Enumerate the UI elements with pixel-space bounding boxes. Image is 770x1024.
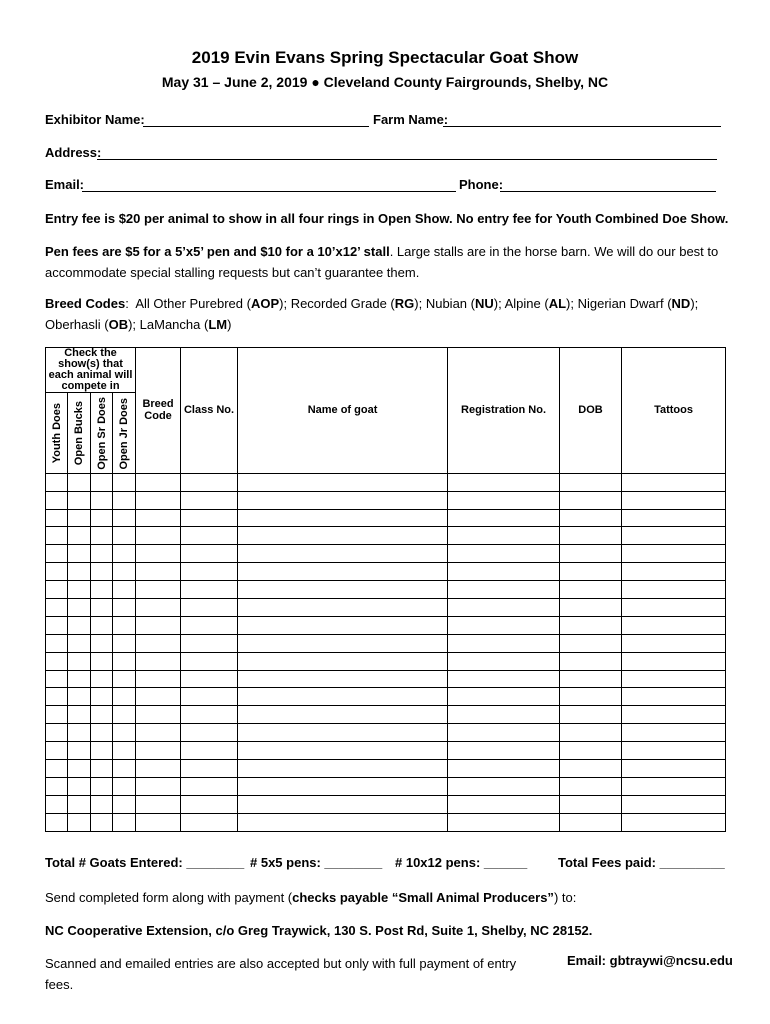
send-instructions: Send completed form along with payment (checks payable “Small Animal Producers”) to: xyxy=(45,890,577,905)
entry-cell[interactable] xyxy=(622,813,726,831)
entry-cell[interactable] xyxy=(560,616,622,634)
entry-cell[interactable] xyxy=(448,670,560,688)
table-row xyxy=(46,777,726,795)
entry-cell[interactable] xyxy=(560,563,622,581)
mailing-address: NC Cooperative Extension, c/o Greg Traywick, 130 S. Post Rd, Suite 1, Shelby, NC 28152. xyxy=(45,923,593,938)
table-row xyxy=(46,742,726,760)
show-checkbox-cell[interactable] xyxy=(68,527,91,545)
entry-cell[interactable] xyxy=(238,813,448,831)
entry-cell[interactable] xyxy=(622,473,726,491)
entry-cell[interactable] xyxy=(560,491,622,509)
show-checkbox-cell[interactable] xyxy=(46,724,68,742)
entry-cell[interactable] xyxy=(448,509,560,527)
show-checkbox-cell[interactable] xyxy=(68,777,91,795)
entry-cell[interactable] xyxy=(238,742,448,760)
show-checkbox-cell[interactable] xyxy=(46,581,68,599)
entry-cell[interactable] xyxy=(560,509,622,527)
show-checkbox-cell[interactable] xyxy=(113,688,136,706)
entry-cell[interactable] xyxy=(181,813,238,831)
table-row xyxy=(46,688,726,706)
show-checkbox-cell[interactable] xyxy=(68,760,91,778)
entry-cell[interactable] xyxy=(181,688,238,706)
breed-code: AL xyxy=(548,296,567,311)
table-row xyxy=(46,670,726,688)
contact-email[interactable]: Email: gbtraywi@ncsu.edu xyxy=(567,953,733,968)
entry-cell[interactable] xyxy=(560,742,622,760)
show-checkbox-cell[interactable] xyxy=(46,813,68,831)
show-checkbox-cell[interactable] xyxy=(113,634,136,652)
show-checkbox-cell[interactable] xyxy=(46,509,68,527)
class-no-header: Class No. xyxy=(181,348,238,474)
entry-cell[interactable] xyxy=(622,742,726,760)
pen-fee-bold: Pen fees are $5 for a 5’x5’ pen and $10 for a 10’x12’ stall xyxy=(45,244,390,259)
entry-cell[interactable] xyxy=(622,491,726,509)
show-checkbox-cell[interactable] xyxy=(113,473,136,491)
show-checkbox-cell[interactable] xyxy=(68,634,91,652)
show-checkbox-cell[interactable] xyxy=(91,509,113,527)
entry-cell[interactable] xyxy=(181,598,238,616)
show-checkbox-cell[interactable] xyxy=(68,563,91,581)
show-checkbox-cell[interactable] xyxy=(68,706,91,724)
entry-cell[interactable] xyxy=(238,616,448,634)
entry-cell[interactable] xyxy=(448,706,560,724)
entry-cell[interactable] xyxy=(136,616,181,634)
show-checkbox-cell[interactable] xyxy=(46,527,68,545)
entry-cell[interactable] xyxy=(622,634,726,652)
entry-cell[interactable] xyxy=(622,795,726,813)
entry-cell[interactable] xyxy=(136,473,181,491)
show-checkbox-cell[interactable] xyxy=(46,688,68,706)
phone-label: Phone: xyxy=(459,177,504,192)
entry-cell[interactable] xyxy=(181,760,238,778)
table-row xyxy=(46,491,726,509)
show-checkbox-cell[interactable] xyxy=(68,813,91,831)
table-row xyxy=(46,527,726,545)
entry-cell[interactable] xyxy=(448,473,560,491)
pens-5x5-field[interactable]: # 5x5 pens: ________ xyxy=(250,855,383,870)
address-row xyxy=(45,145,725,163)
entry-cell[interactable] xyxy=(560,724,622,742)
table-row xyxy=(46,760,726,778)
show-checkbox-cell[interactable] xyxy=(91,795,113,813)
show-checkbox-cell[interactable] xyxy=(46,545,68,563)
entry-cell[interactable] xyxy=(136,545,181,563)
farm-name-field[interactable] xyxy=(443,112,721,127)
entry-cell[interactable] xyxy=(622,688,726,706)
show-checkbox-cell[interactable] xyxy=(113,598,136,616)
breed-name: Oberhasli xyxy=(45,317,101,332)
entry-cell[interactable] xyxy=(622,509,726,527)
show-checkbox-cell[interactable] xyxy=(68,724,91,742)
entry-cell[interactable] xyxy=(136,652,181,670)
entry-cell[interactable] xyxy=(181,634,238,652)
entry-cell[interactable] xyxy=(560,760,622,778)
entry-cell[interactable] xyxy=(136,670,181,688)
entry-cell[interactable] xyxy=(238,581,448,599)
event-subtitle: May 31 – June 2, 2019 ● Cleveland County Fairgrounds, Shelby, NC xyxy=(161,74,609,90)
show-checkbox-cell[interactable] xyxy=(68,742,91,760)
entry-cell[interactable] xyxy=(560,545,622,563)
registration-header: Registration No. xyxy=(448,348,560,474)
show-checkbox-cell[interactable] xyxy=(46,598,68,616)
entry-cell[interactable] xyxy=(136,795,181,813)
show-checkbox-cell[interactable] xyxy=(113,563,136,581)
entry-cell[interactable] xyxy=(560,795,622,813)
entry-cell[interactable] xyxy=(238,545,448,563)
entry-cell[interactable] xyxy=(238,527,448,545)
entry-cell[interactable] xyxy=(181,652,238,670)
entry-cell[interactable] xyxy=(622,724,726,742)
entry-cell[interactable] xyxy=(136,563,181,581)
table-row xyxy=(46,616,726,634)
show-checkbox-cell[interactable] xyxy=(68,670,91,688)
entry-cell[interactable] xyxy=(448,598,560,616)
show-checkbox-cell[interactable] xyxy=(68,509,91,527)
entry-cell[interactable] xyxy=(448,563,560,581)
show-checkbox-cell[interactable] xyxy=(113,545,136,563)
breed-code: OB xyxy=(108,317,129,332)
show-checkbox-cell[interactable] xyxy=(91,581,113,599)
total-goats-field[interactable]: Total # Goats Entered: ________ xyxy=(45,855,245,870)
entry-cell[interactable] xyxy=(622,670,726,688)
dob-header: DOB xyxy=(560,348,622,474)
table-row xyxy=(46,795,726,813)
show-checkbox-cell[interactable] xyxy=(68,545,91,563)
table-row xyxy=(46,563,726,581)
open-bucks-header: Open Bucks xyxy=(68,393,91,474)
entry-cell[interactable] xyxy=(238,795,448,813)
show-checkbox-cell[interactable] xyxy=(68,598,91,616)
entry-cell[interactable] xyxy=(448,616,560,634)
breed-codes: Breed Codes: All Other Purebred (AOP); Recorded Grade (RG); Nubian (NU); Alpine (AL); Nigerian Dwarf (ND); Oberhasli (OB); LaMancha (LM) xyxy=(45,296,699,332)
entry-cell[interactable] xyxy=(136,777,181,795)
table-row xyxy=(46,473,726,491)
entry-cell[interactable] xyxy=(448,688,560,706)
breed-name: LaMancha xyxy=(139,317,201,332)
show-checkbox-cell[interactable] xyxy=(113,581,136,599)
entry-table xyxy=(45,347,726,832)
entry-cell[interactable] xyxy=(560,777,622,795)
show-checkbox-cell[interactable] xyxy=(68,581,91,599)
entry-cell[interactable] xyxy=(560,688,622,706)
totals-row xyxy=(45,855,735,873)
entry-cell[interactable] xyxy=(136,491,181,509)
show-checkbox-cell[interactable] xyxy=(113,491,136,509)
show-checkbox-cell[interactable] xyxy=(46,634,68,652)
show-checkbox-cell[interactable] xyxy=(91,813,113,831)
entry-cell[interactable] xyxy=(181,777,238,795)
exhibitor-name-field[interactable] xyxy=(143,112,369,127)
entry-cell[interactable] xyxy=(238,473,448,491)
entry-cell[interactable] xyxy=(136,688,181,706)
pen-fee-rest: . Large stalls are in the horse barn. We will do our best to accommodate special stalling requests but can’t guarantee them. xyxy=(45,244,719,280)
entry-cell[interactable] xyxy=(136,706,181,724)
show-checkbox-cell[interactable] xyxy=(68,473,91,491)
show-checkbox-cell[interactable] xyxy=(46,742,68,760)
show-checkbox-cell[interactable] xyxy=(68,795,91,813)
open-jr-does-header: Open Jr Does xyxy=(113,393,136,474)
table-row xyxy=(46,545,726,563)
breed-code: RG xyxy=(394,296,415,311)
check-shows-header: Check the show(s) that each animal will compete in xyxy=(46,348,136,393)
entry-cell[interactable] xyxy=(448,795,560,813)
entry-cell[interactable] xyxy=(560,652,622,670)
entry-cell[interactable] xyxy=(560,813,622,831)
show-checkbox-cell[interactable] xyxy=(113,795,136,813)
entry-cell[interactable] xyxy=(622,527,726,545)
entry-cell[interactable] xyxy=(448,491,560,509)
entry-cell[interactable] xyxy=(181,795,238,813)
show-checkbox-cell[interactable] xyxy=(91,616,113,634)
show-checkbox-cell[interactable] xyxy=(46,473,68,491)
show-checkbox-cell[interactable] xyxy=(91,777,113,795)
breed-name: Recorded Grade xyxy=(290,296,387,311)
entry-cell[interactable] xyxy=(560,598,622,616)
show-checkbox-cell[interactable] xyxy=(113,509,136,527)
show-checkbox-cell[interactable] xyxy=(91,652,113,670)
pens-10x12-field[interactable]: # 10x12 pens: ______ xyxy=(395,855,528,870)
scanned-note: Scanned and emailed entries are also accepted but only with full payment of entry fees. xyxy=(45,956,517,992)
entry-cell[interactable] xyxy=(136,509,181,527)
show-checkbox-cell[interactable] xyxy=(91,724,113,742)
entry-cell[interactable] xyxy=(238,509,448,527)
show-checkbox-cell[interactable] xyxy=(91,670,113,688)
show-checkbox-cell[interactable] xyxy=(68,491,91,509)
entry-cell[interactable] xyxy=(136,634,181,652)
entry-cell[interactable] xyxy=(448,760,560,778)
entry-cell[interactable] xyxy=(181,509,238,527)
show-checkbox-cell[interactable] xyxy=(91,634,113,652)
entry-cell[interactable] xyxy=(448,813,560,831)
breed-code: NU xyxy=(474,296,494,311)
entry-cell[interactable] xyxy=(238,688,448,706)
entry-cell[interactable] xyxy=(238,760,448,778)
entry-cell[interactable] xyxy=(560,527,622,545)
breed-name: Alpine xyxy=(504,296,541,311)
breed-code: LM xyxy=(208,317,228,332)
total-fees-field[interactable]: Total Fees paid: _________ xyxy=(558,855,725,870)
entry-cell[interactable] xyxy=(181,491,238,509)
show-checkbox-cell[interactable] xyxy=(46,616,68,634)
breed-name: Nigerian Dwarf xyxy=(577,296,664,311)
entry-cell[interactable] xyxy=(136,724,181,742)
table-row xyxy=(46,652,726,670)
entry-cell[interactable] xyxy=(181,670,238,688)
entry-cell[interactable] xyxy=(448,581,560,599)
open-sr-does-header: Open Sr Does xyxy=(91,393,113,474)
address-field[interactable] xyxy=(97,145,717,160)
show-checkbox-cell[interactable] xyxy=(113,813,136,831)
entry-cell[interactable] xyxy=(181,545,238,563)
entry-cell[interactable] xyxy=(622,545,726,563)
entry-cell[interactable] xyxy=(622,706,726,724)
table-row xyxy=(46,706,726,724)
entry-cell[interactable] xyxy=(448,777,560,795)
pen-fee-note xyxy=(45,241,735,283)
show-checkbox-cell[interactable] xyxy=(113,760,136,778)
show-checkbox-cell[interactable] xyxy=(91,706,113,724)
breed-code: ND xyxy=(671,296,691,311)
entry-cell[interactable] xyxy=(238,724,448,742)
entry-cell[interactable] xyxy=(238,634,448,652)
entry-cell[interactable] xyxy=(622,581,726,599)
entry-cell[interactable] xyxy=(136,527,181,545)
table-row xyxy=(46,634,726,652)
email-label: Email: xyxy=(45,177,85,192)
show-checkbox-cell[interactable] xyxy=(46,670,68,688)
entry-cell[interactable] xyxy=(560,634,622,652)
show-checkbox-cell[interactable] xyxy=(113,616,136,634)
entry-cell[interactable] xyxy=(136,742,181,760)
entry-cell[interactable] xyxy=(560,581,622,599)
entry-cell[interactable] xyxy=(560,473,622,491)
show-checkbox-cell[interactable] xyxy=(46,491,68,509)
show-checkbox-cell[interactable] xyxy=(91,473,113,491)
show-checkbox-cell[interactable] xyxy=(46,777,68,795)
show-checkbox-cell[interactable] xyxy=(68,688,91,706)
show-checkbox-cell[interactable] xyxy=(91,742,113,760)
show-checkbox-cell[interactable] xyxy=(113,724,136,742)
show-checkbox-cell[interactable] xyxy=(113,527,136,545)
phone-field[interactable] xyxy=(500,177,716,192)
entry-fee-note: Entry fee is $20 per animal to show in all four rings in Open Show. No entry fee for Youth Combined Doe Show. xyxy=(45,211,729,226)
entry-cell[interactable] xyxy=(181,527,238,545)
entry-cell[interactable] xyxy=(238,598,448,616)
entry-cell[interactable] xyxy=(448,527,560,545)
entry-cell[interactable] xyxy=(448,724,560,742)
breed-name: Nubian xyxy=(425,296,468,311)
table-row xyxy=(46,724,726,742)
entry-cell[interactable] xyxy=(622,777,726,795)
show-checkbox-cell[interactable] xyxy=(68,652,91,670)
entry-cell[interactable] xyxy=(181,724,238,742)
show-checkbox-cell[interactable] xyxy=(46,795,68,813)
table-row xyxy=(46,581,726,599)
entry-cell[interactable] xyxy=(238,777,448,795)
entry-cell[interactable] xyxy=(136,760,181,778)
breed-codes-label: Breed Codes xyxy=(45,296,126,311)
entry-cell[interactable] xyxy=(622,652,726,670)
show-checkbox-cell[interactable] xyxy=(91,545,113,563)
show-checkbox-cell[interactable] xyxy=(68,616,91,634)
farm-name-label: Farm Name: xyxy=(373,112,449,127)
entry-cell[interactable] xyxy=(136,581,181,599)
entry-cell[interactable] xyxy=(238,491,448,509)
page-title: 2019 Evin Evans Spring Spectacular Goat Show xyxy=(191,48,579,67)
address-label: Address: xyxy=(45,145,102,160)
breed-code: AOP xyxy=(250,296,280,311)
show-checkbox-cell[interactable] xyxy=(91,563,113,581)
show-checkbox-cell[interactable] xyxy=(46,760,68,778)
entry-cell[interactable] xyxy=(136,813,181,831)
goat-name-header: Name of goat xyxy=(238,348,448,474)
show-checkbox-cell[interactable] xyxy=(91,527,113,545)
exhibitor-farm-row xyxy=(45,112,725,130)
show-checkbox-cell[interactable] xyxy=(113,777,136,795)
table-row xyxy=(46,509,726,527)
entry-cell[interactable] xyxy=(238,706,448,724)
show-checkbox-cell[interactable] xyxy=(91,760,113,778)
entry-cell[interactable] xyxy=(181,616,238,634)
entry-cell[interactable] xyxy=(622,598,726,616)
entry-cell[interactable] xyxy=(622,563,726,581)
email-phone-row xyxy=(45,177,725,195)
entry-cell[interactable] xyxy=(448,742,560,760)
entry-cell[interactable] xyxy=(238,652,448,670)
entry-cell[interactable] xyxy=(238,563,448,581)
tattoos-header: Tattoos xyxy=(622,348,726,474)
entry-cell[interactable] xyxy=(448,545,560,563)
youth-does-header: Youth Does xyxy=(46,393,68,474)
show-checkbox-cell[interactable] xyxy=(91,688,113,706)
entry-cell[interactable] xyxy=(560,706,622,724)
show-checkbox-cell[interactable] xyxy=(46,563,68,581)
entry-cell[interactable] xyxy=(448,634,560,652)
entry-cell[interactable] xyxy=(181,706,238,724)
breed-code-header: Breed Code xyxy=(136,348,181,474)
show-checkbox-cell[interactable] xyxy=(46,652,68,670)
entry-cell[interactable] xyxy=(622,616,726,634)
table-row xyxy=(46,813,726,831)
entry-cell[interactable] xyxy=(181,563,238,581)
entry-cell[interactable] xyxy=(181,581,238,599)
show-checkbox-cell[interactable] xyxy=(91,491,113,509)
show-checkbox-cell[interactable] xyxy=(91,598,113,616)
email-field[interactable] xyxy=(82,177,456,192)
entry-cell[interactable] xyxy=(238,670,448,688)
show-checkbox-cell[interactable] xyxy=(113,706,136,724)
entry-cell[interactable] xyxy=(560,670,622,688)
show-checkbox-cell[interactable] xyxy=(46,706,68,724)
show-checkbox-cell[interactable] xyxy=(113,742,136,760)
breed-name: All Other Purebred xyxy=(135,296,243,311)
entry-cell[interactable] xyxy=(622,760,726,778)
entry-cell[interactable] xyxy=(448,652,560,670)
entry-cell[interactable] xyxy=(136,598,181,616)
exhibitor-name-label: Exhibitor Name: xyxy=(45,112,145,127)
entry-cell[interactable] xyxy=(181,742,238,760)
show-checkbox-cell[interactable] xyxy=(113,652,136,670)
entry-cell[interactable] xyxy=(181,473,238,491)
check-payable: checks payable “Small Animal Producers” xyxy=(292,890,554,905)
show-checkbox-cell[interactable] xyxy=(113,670,136,688)
table-row xyxy=(46,598,726,616)
